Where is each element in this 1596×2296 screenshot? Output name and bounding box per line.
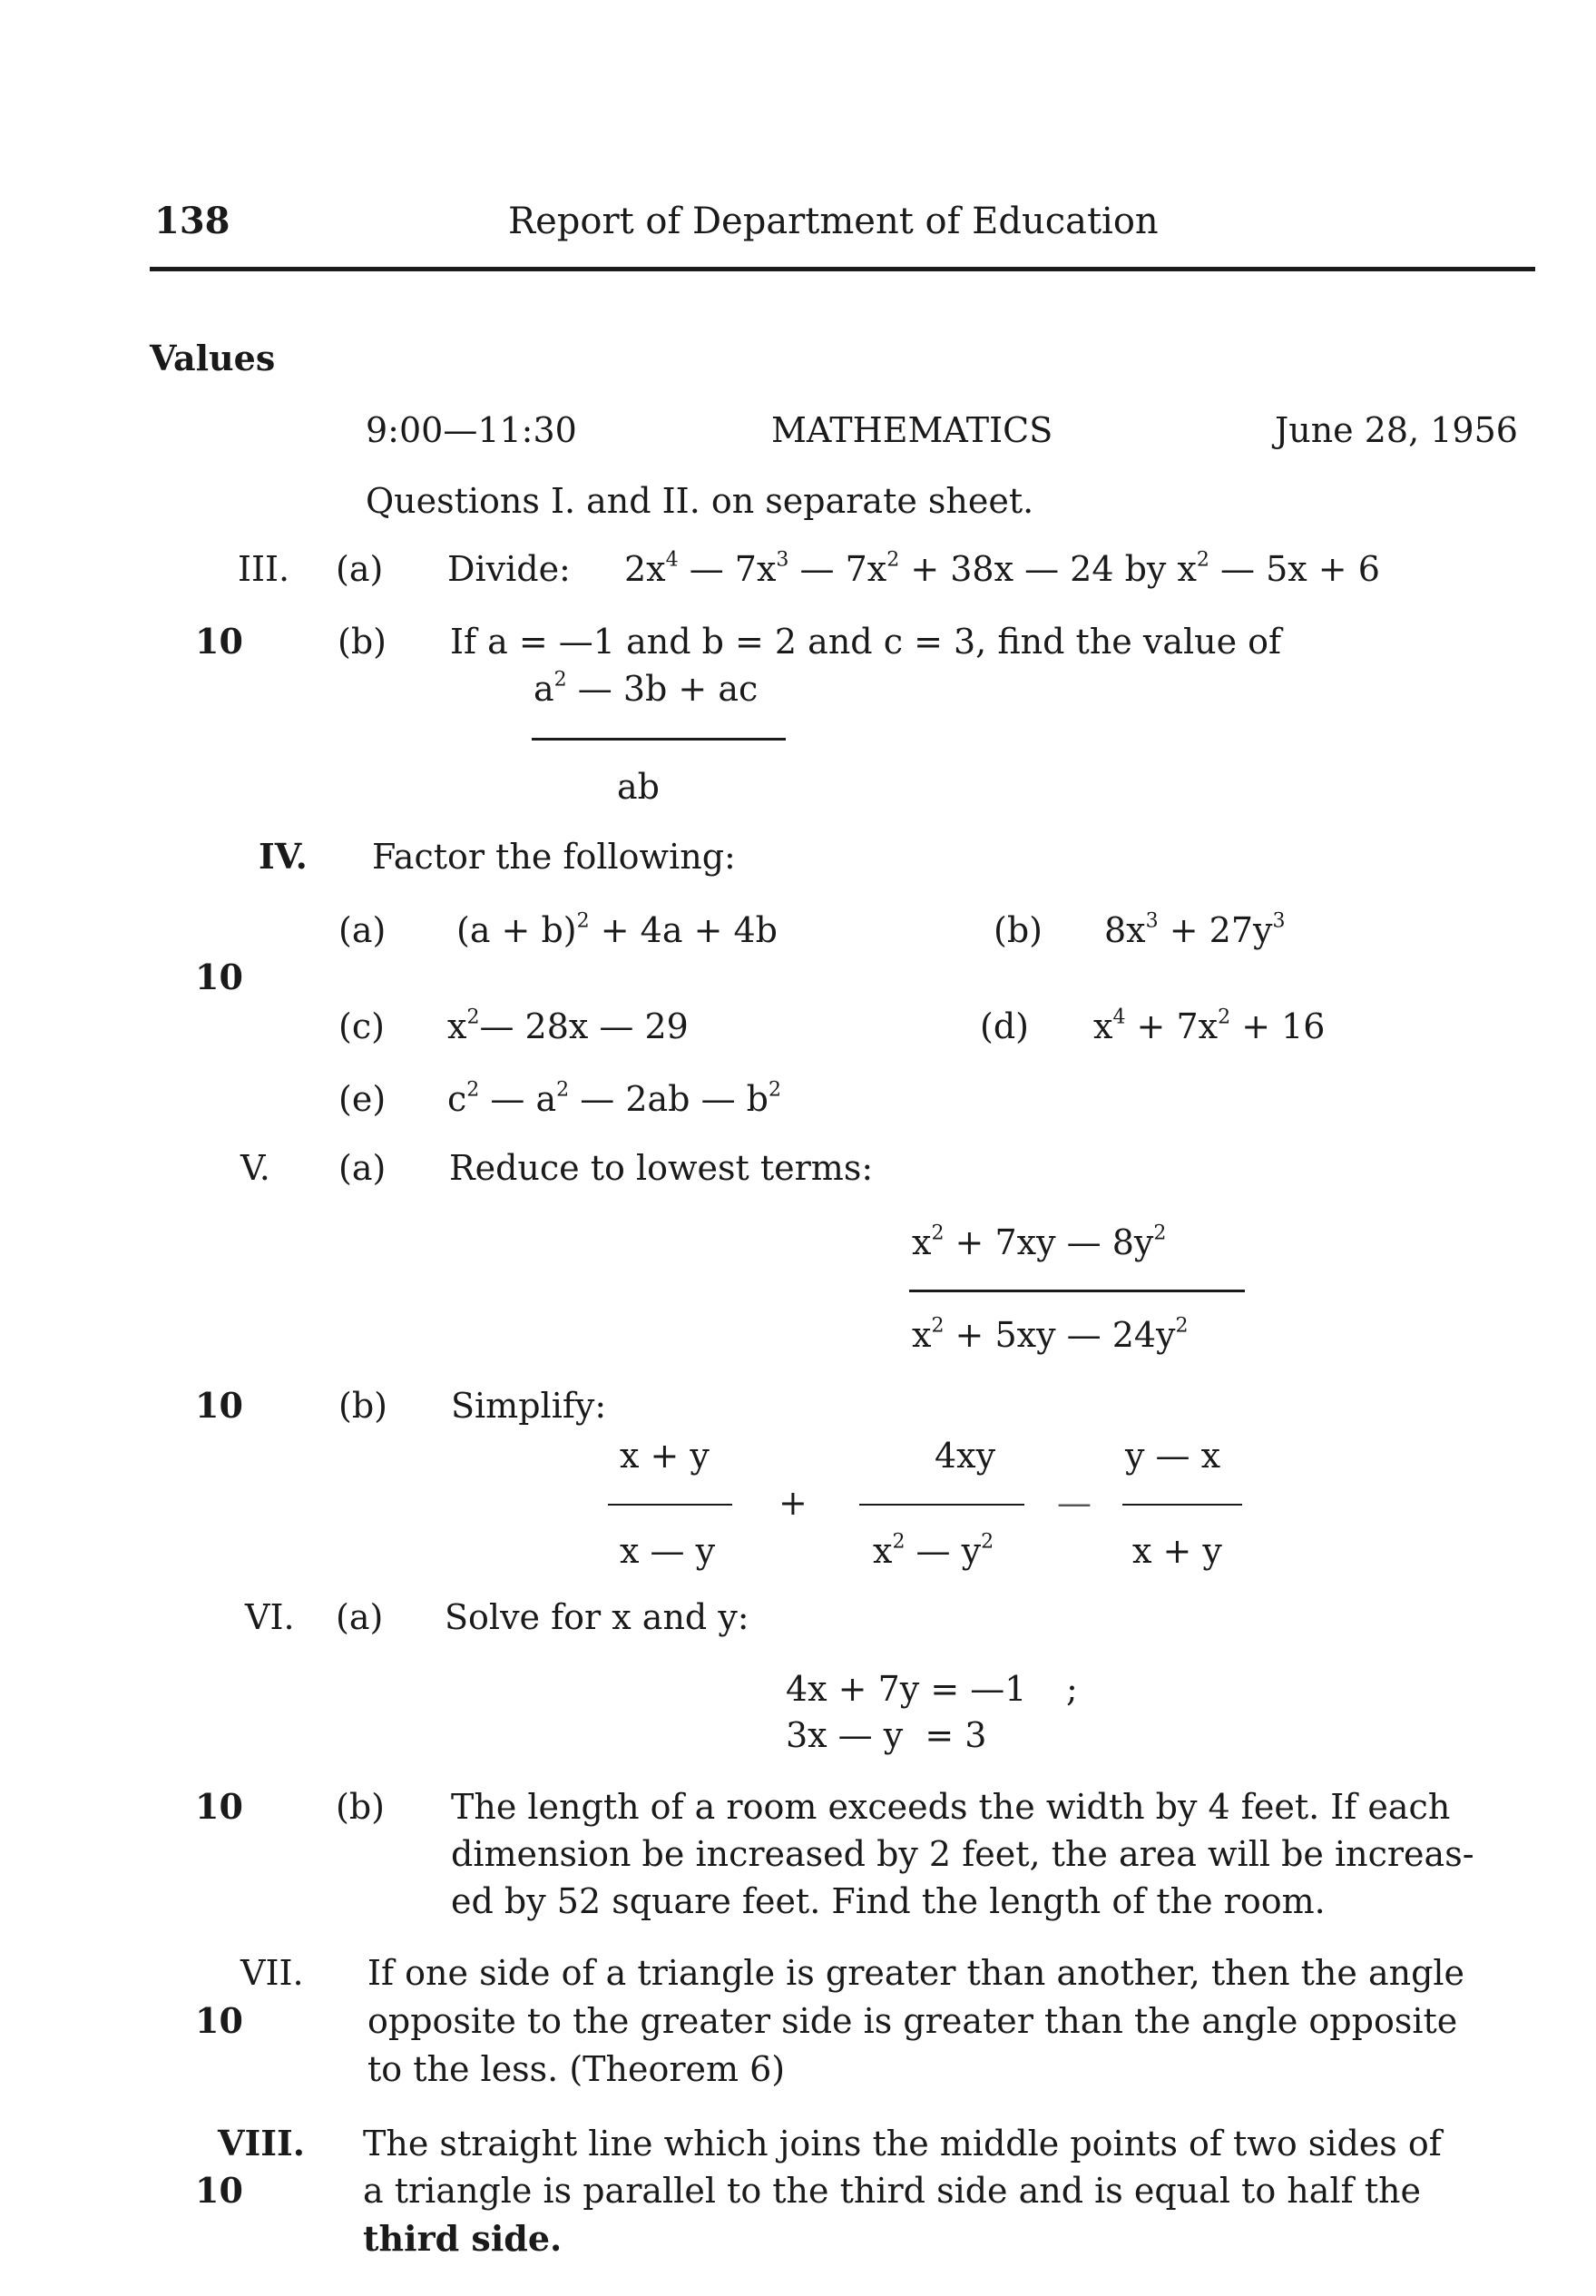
q4-title: Factor the following:: [372, 837, 736, 877]
q6-b-line-2: dimension be increased by 2 feet, the area will be increas-: [451, 1834, 1474, 1874]
q8-line-3: third side.: [363, 2218, 563, 2259]
q3-fraction-bar: [532, 738, 786, 741]
q3-number: III.: [238, 549, 290, 589]
values-label: Values: [150, 338, 276, 378]
page-number: 138: [154, 200, 230, 242]
q6-b-line-3: ed by 52 square feet. Find the length of the room.: [451, 1881, 1326, 1921]
q3-b-label: (b): [338, 622, 387, 662]
q4-b-label: (b): [994, 910, 1043, 950]
q5-number: V.: [240, 1148, 270, 1188]
q3-b-denominator: ab: [617, 767, 660, 807]
q6-a-label: (a): [336, 1597, 384, 1637]
q5-a-denominator: $x^2 + 5xy$ — $24y^2$: [912, 1314, 1189, 1355]
q4-c-expression: $x^2—$ 28x — 29: [447, 1006, 689, 1046]
q8-line-2: a triangle is parallel to the third side and is equal to half the: [363, 2171, 1421, 2211]
q4-e-expression: $c^2$ — $a^2$ — 2ab — $b^2$: [447, 1078, 782, 1119]
q6-b-line-1: The length of a room exceeds the width by 4 feet. If each: [451, 1787, 1451, 1827]
q5-b-minus: —: [1057, 1483, 1092, 1523]
q7-line-1: If one side of a triangle is greater than another, then the angle: [367, 1953, 1465, 1993]
header-rule: [150, 267, 1535, 271]
running-title: Report of Department of Education: [508, 201, 1159, 242]
q5-b-label: (b): [338, 1386, 387, 1426]
q7-value: 10: [195, 2000, 243, 2041]
exam-date: June 28, 1956: [1275, 410, 1518, 450]
q3-a-text: Divide:: [447, 549, 571, 589]
q3-b-text: If a = —1 and b = 2 and c = 3, find the value of: [450, 622, 1282, 662]
q4-c-label: (c): [338, 1006, 385, 1046]
q7-line-3: to the less. (Theorem 6): [367, 2049, 786, 2089]
q4-d-expression: $x^4 + 7x^2 + 16$: [1093, 1006, 1326, 1046]
q4-number: IV.: [259, 836, 308, 877]
q5-b-frac2-denominator: $x^2$ — $y^2$: [873, 1530, 994, 1571]
q5-a-label: (a): [338, 1148, 387, 1188]
q5-b-frac2-numerator: 4xy: [935, 1436, 996, 1476]
q4-value: 10: [195, 957, 243, 997]
q6-a-text: Solve for x and y:: [445, 1597, 749, 1637]
exam-note: Questions I. and II. on separate sheet.: [366, 481, 1034, 521]
exam-subject: MATHEMATICS: [771, 410, 1053, 450]
q7-number: VII.: [240, 1953, 304, 1993]
q4-a-expression: $(a + b)^2 + 4a + 4b$: [456, 909, 778, 950]
q5-value: 10: [195, 1385, 243, 1426]
q5-b-frac3-numerator: y — x: [1125, 1436, 1221, 1476]
q4-d-label: (d): [980, 1006, 1029, 1046]
q3-a-expression: $2x^4$ — $7x^3$ — $7x^2 + 38x$ — 24 by $x^2$ — 5x + 6: [624, 548, 1380, 589]
q4-a-label: (a): [338, 910, 387, 950]
q5-a-text: Reduce to lowest terms:: [449, 1148, 874, 1188]
q7-line-2: opposite to the greater side is greater than the angle opposite: [367, 2001, 1458, 2041]
q8-line-1: The straight line which joins the middle points of two sides of: [363, 2124, 1442, 2164]
q8-value: 10: [195, 2170, 243, 2211]
q5-b-frac2-bar: [859, 1504, 1024, 1506]
q5-b-frac3-denominator: x + y: [1132, 1531, 1222, 1571]
q3-b-numerator: $a^2$ — 3b + ac: [534, 668, 759, 709]
exam-time: 9:00—11:30: [366, 410, 577, 450]
q5-b-plus: +: [778, 1483, 808, 1523]
q5-a-fraction-bar: [909, 1290, 1245, 1292]
q5-b-frac1-numerator: x + y: [620, 1436, 710, 1476]
q5-b-text: Simplify:: [451, 1386, 607, 1426]
q6-b-label: (b): [336, 1787, 385, 1827]
q3-value: 10: [195, 621, 243, 662]
q3-a-label: (a): [336, 549, 384, 589]
q5-b-frac3-bar: [1122, 1504, 1242, 1506]
q6-equation-1: 4x + 7y = —1: [786, 1669, 1027, 1709]
q6-semicolon: ;: [1066, 1669, 1078, 1709]
q6-number: VI.: [245, 1597, 295, 1637]
q4-b-expression: $8x^3 + 27y^3$: [1104, 909, 1286, 950]
q5-b-frac1-denominator: x — y: [620, 1531, 716, 1571]
q8-number: VIII.: [218, 2123, 306, 2164]
q5-a-numerator: $x^2 + 7xy$ — $8y^2$: [912, 1222, 1167, 1262]
q6-value: 10: [195, 1786, 243, 1827]
q6-equation-2: 3x — y = 3: [786, 1715, 987, 1755]
q4-e-label: (e): [338, 1079, 387, 1119]
q5-b-frac1-bar: [608, 1504, 732, 1506]
